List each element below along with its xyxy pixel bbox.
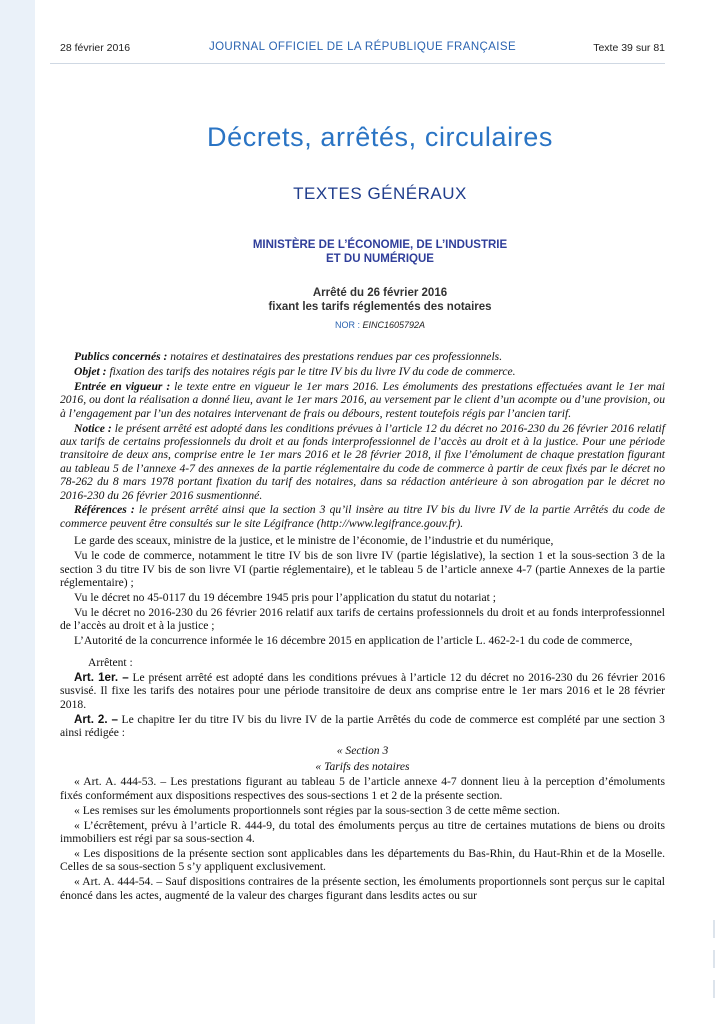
visa-paragraph: Le garde des sceaux, ministre de la justice, et le ministre de l’économie, de l’industrie et du numérique, [74, 534, 554, 548]
section-3-subtitle: « Tarifs des notaires [315, 759, 410, 773]
section-3-title: « Section 3 [336, 744, 389, 758]
ministry-heading [35, 238, 725, 266]
document-body [60, 350, 665, 903]
visa-paragraph: Vu le décret no 45-0117 du 19 décembre 1945 pris pour l’application du statut du notariat ; [74, 590, 496, 604]
arretent: Arrêtent : [88, 655, 133, 669]
notice-text: le présent arrêté est adopté dans les conditions prévues à l’article 12 du décret no 2016-230 du 26 février 2016 relatif aux tarifs de certains professionnels du droit et au fonds interprofessionnel de l’accès au droit et à la justice. Pour une période transitoire de deux ans, comprise entre le 1er mars 2016 et le 28 février 2018, il fixe l’émolument de chaque prestation figurant au tableau 5 de l’annexe 4-7 des annexes de la partie réglementaire du code de commerce à partir de ceux fixés par le décret no 78-262 du 8 mars 1978 portant fixation du tarif des notaires, dans sa rédaction antérieure à son abrogation par le décret no 2016-230 du 26 février 2016 susmentionné. [60, 421, 666, 502]
article-1-label: Art. 1er. – [74, 670, 129, 684]
article-2-label: Art. 2. – [74, 712, 118, 726]
visa-paragraph: L’Autorité de la concurrence informée le 16 décembre 2015 en application de l’article L. 462-2-1 du code de commerce, [74, 634, 633, 648]
references-label: Références : [74, 503, 135, 517]
header-divider [50, 63, 665, 64]
right-margin-marks [713, 920, 717, 1010]
arrete-line-2: fixant les tarifs réglementés des notaires [268, 301, 492, 313]
summary-publics [60, 350, 665, 363]
article-1-text: Le présent arrêté est adopté dans les conditions prévues à l’article 12 du décret no 2016-230 du 26 février 2016 susvisé. Il fixe les tarifs des notaires pour une période transitoire de deux ans comprise entre le 1er mars 2016 et le 28 février 2018. [60, 670, 665, 711]
ministry-line-2: ET DU NUMÉRIQUE [326, 253, 434, 265]
references-text: le présent arrêté ainsi que la section 3 qu’il insère au titre IV bis du livre IV de la partie Arrêtés du code de commerce peuvent être consultés sur le site Légifrance (http://www.legifrance.gouv.fr). [60, 503, 666, 530]
summary-references [60, 503, 665, 530]
left-margin-band [0, 0, 35, 1024]
article-2 [60, 713, 665, 740]
section-3-paragraph: « Art. A. 444-54. – Sauf dispositions contraires de la présente section, les émoluments proportionnels sont perçus sur le capital énoncé dans les actes, augmenté de la valeur des charges figurant dans lesdits actes ou sur [60, 875, 665, 902]
arrete-line-1: Arrêté du 26 février 2016 [312, 287, 448, 299]
summary-notice [60, 422, 665, 502]
section-3-paragraph: « Les dispositions de la présente section sont applicables dans les départements du Bas-Rhin, du Haut-Rhin et de la Moselle. Celles de sa sous-section 5 s’y appliquent exclusivement. [60, 846, 665, 874]
publics-label: Publics concernés : [74, 350, 168, 363]
header-date: 28 février 2016 [60, 42, 131, 54]
objet-text: fixation des tarifs des notaires régis par le titre IV bis du livre IV du code de commerce. [109, 364, 516, 378]
notice-label: Notice : [74, 421, 112, 435]
entree-text: le texte entre en vigueur le 1er mars 2016. Les émoluments des prestations effectuées avant le 1er mai 2016, ou dont la réalisation a donné lieu, avant le 1er mars 2016, au versement par le client d’un acompte ou d’une provision, ou à l’engagement par l’un des notaires intervenant de frais ou débours, restent toutefois régis par l’ancien tarif. [60, 379, 666, 420]
section-3-paragraph: « L’écrêtement, prévu à l’article R. 444-9, du total des émoluments perçus au titre de certaines mutations de biens ou droits immobiliers est régi par sa sous-section 4. [60, 818, 665, 845]
section-title: TEXTES GÉNÉRAUX [293, 184, 467, 203]
visa-paragraph: Vu le décret no 2016-230 du 26 février 2016 relatif aux tarifs de certains professionnels du droit et au fonds interprofessionnel de l’accès au droit et à la justice ; [60, 605, 665, 633]
article-2-text: Le chapitre Ier du titre IV bis du livre IV de la partie Arrêtés du code de commerce est complété par une section 3 ainsi rédigée : [60, 712, 665, 740]
section-3-paragraph: « Art. A. 444-53. – Les prestations figurant au tableau 5 de l’article annexe 4-7 donnent lieu à la perception d’émoluments fixés conformément aux dispositions respectives des sous-sections 1 et 2 de la présente section. [60, 775, 665, 802]
nor-value: EINC1605792A [362, 320, 426, 330]
ministry-line-1: MINISTÈRE DE L’ÉCONOMIE, DE L’INDUSTRIE [252, 239, 508, 251]
publics-text: notaires et destinataires des prestations rendues par ces professionnels. [170, 350, 503, 363]
header-texte-number: Texte 39 sur 81 [593, 42, 665, 54]
objet-label: Objet : [74, 364, 107, 378]
summary-objet [60, 365, 665, 378]
nor-reference [35, 320, 725, 330]
section-3-paragraph: « Les remises sur les émoluments proportionnels sont régies par la sous-section 3 de cette même section. [74, 803, 560, 817]
arrete-heading [35, 286, 725, 314]
summary-entree [60, 380, 665, 420]
header-journal: JOURNAL OFFICIEL DE LA RÉPUBLIQUE FRANÇAISE [208, 41, 517, 53]
entree-label: Entrée en vigueur : [74, 379, 171, 393]
article-1 [60, 671, 665, 711]
visa-paragraph: Vu le code de commerce, notamment le titre IV bis de son livre IV (partie législative), la section 1 et la sous-section 3 de la section 3 du titre IV bis de son livre VI (partie réglementaire), et le tableau 5 de l’article annexe 4-7 (partie Annexes de la partie réglementaire) ; [60, 549, 665, 589]
page-title: Décrets, arrêtés, circulaires [207, 122, 553, 152]
page-header [60, 42, 665, 60]
nor-label: NOR : [334, 320, 360, 330]
